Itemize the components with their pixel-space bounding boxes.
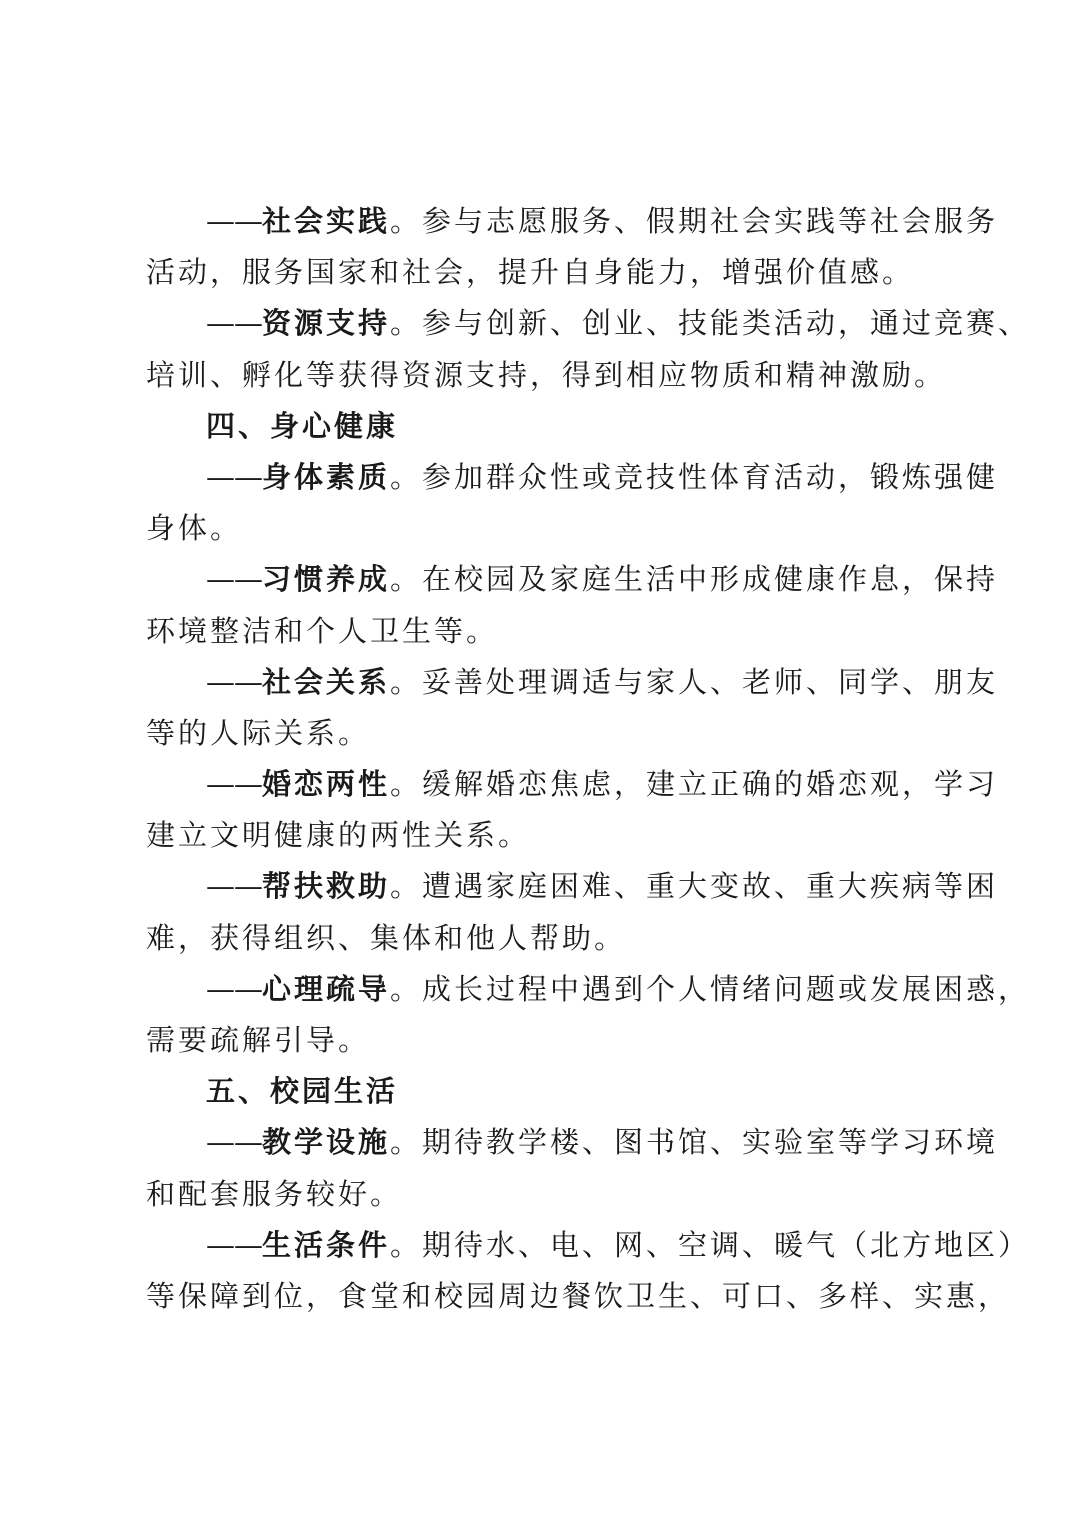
paragraph-text: 。期待水、电、网、空调、暖气（北方地区） [390, 1227, 1031, 1262]
em-dash: —— [206, 562, 262, 597]
section-heading-5: 五、校园生活 [206, 1074, 399, 1109]
paragraph-shenghuo-tiaojian [146, 1220, 1031, 1271]
em-dash: —— [206, 1125, 262, 1160]
paragraph-continuation: 等的人际关系。 [146, 715, 371, 750]
em-dash: —— [206, 459, 262, 494]
paragraph-text: 。参加群众性或竞技性体育活动，锻炼强健 [390, 459, 999, 494]
em-dash: —— [206, 971, 262, 1006]
paragraph-xiguan-yangcheng [146, 554, 999, 605]
section-heading-4: 四、身心健康 [206, 408, 399, 443]
paragraph-shenti-suzhi [146, 452, 999, 503]
term-hunlian-liangxing: 婚恋两性 [262, 767, 391, 802]
paragraph-jiaoxue-sheshi [146, 1117, 999, 1168]
paragraph-ziyuan-zhichi [146, 298, 1031, 349]
paragraph-text: 。参与创新、创业、技能类活动，通过竞赛、 [390, 306, 1031, 341]
term-shenti-suzhi: 身体素质 [262, 459, 391, 494]
term-shehui-guanxi: 社会关系 [262, 664, 391, 699]
term-xiguan-yangcheng: 习惯养成 [262, 562, 391, 597]
term-shehui-shijian: 社会实践 [262, 204, 391, 238]
term-shenghuo-tiaojian: 生活条件 [262, 1227, 391, 1262]
paragraph-text: 。期待教学楼、图书馆、实验室等学习环境 [390, 1125, 999, 1160]
paragraph-continuation: 建立文明健康的两性关系。 [146, 818, 531, 853]
term-bangfu-jiuzhu: 帮扶救助 [262, 869, 391, 904]
em-dash: —— [206, 664, 262, 699]
paragraph-continuation: 等保障到位，食堂和校园周边餐饮卫生、可口、多样、实惠， [146, 1278, 1011, 1313]
em-dash: —— [206, 869, 262, 904]
paragraph-hunlian-liangxing [146, 759, 999, 810]
document-page [146, 196, 1031, 1322]
paragraph-text: 。成长过程中遇到个人情绪问题或发展困惑， [390, 971, 1031, 1006]
paragraph-bangfu-jiuzhu [146, 861, 999, 912]
paragraph-continuation: 活动，服务国家和社会，提升自身能力，增强价值感。 [146, 255, 915, 290]
term-jiaoxue-sheshi: 教学设施 [262, 1125, 391, 1160]
paragraph-continuation: 和配套服务较好。 [146, 1176, 403, 1211]
paragraph-text: 。遭遇家庭困难、重大变故、重大疾病等困 [390, 869, 999, 904]
paragraph-shehui-shijian [146, 196, 999, 247]
paragraph-text: 。在校园及家庭生活中形成健康作息，保持 [390, 562, 999, 597]
term-ziyuan-zhichi: 资源支持 [262, 306, 391, 341]
paragraph-text: 。妥善处理调适与家人、老师、同学、朋友 [390, 664, 999, 699]
paragraph-shehui-guanxi [146, 657, 999, 708]
paragraph-continuation: 身体。 [146, 511, 243, 546]
em-dash: —— [206, 306, 262, 341]
em-dash: —— [206, 204, 262, 238]
paragraph-continuation: 培训、孵化等获得资源支持，得到相应物质和精神激励。 [146, 357, 947, 392]
term-xinli-shudao: 心理疏导 [262, 971, 391, 1006]
paragraph-text: 。缓解婚恋焦虑，建立正确的婚恋观，学习 [390, 767, 999, 802]
paragraph-continuation: 需要疏解引导。 [146, 1023, 371, 1057]
paragraph-text: 。参与志愿服务、假期社会实践等社会服务 [390, 204, 999, 238]
em-dash: —— [206, 1227, 262, 1262]
paragraph-xinli-shudao [146, 964, 1031, 1015]
paragraph-continuation: 环境整洁和个人卫生等。 [146, 613, 499, 648]
em-dash: —— [206, 767, 262, 802]
paragraph-continuation: 难，获得组织、集体和他人帮助。 [146, 920, 627, 955]
